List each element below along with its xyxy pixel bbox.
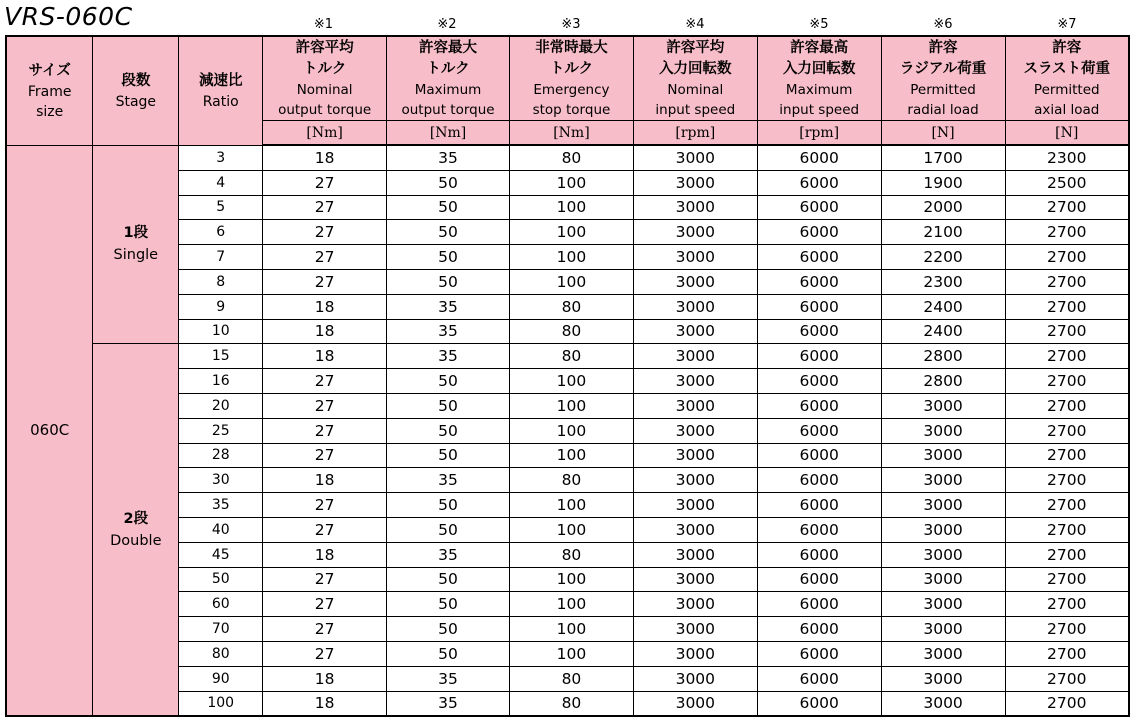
footnote-marker: ※4 bbox=[685, 17, 705, 32]
value-cell: 3000 bbox=[633, 493, 757, 518]
value-cell: 6000 bbox=[757, 691, 881, 716]
value-cell: 2300 bbox=[1005, 145, 1129, 170]
value-cell: 35 bbox=[387, 666, 510, 691]
value-cell: 3000 bbox=[633, 145, 757, 170]
value-cell: 2700 bbox=[1005, 493, 1129, 518]
column-header: 許容最大 トルク Maximum output torque bbox=[387, 36, 510, 121]
ratio-cell: 45 bbox=[179, 542, 263, 567]
value-cell: 35 bbox=[387, 542, 510, 567]
value-cell: 3000 bbox=[881, 592, 1005, 617]
value-cell: 80 bbox=[510, 319, 634, 344]
value-cell: 50 bbox=[387, 245, 510, 270]
value-cell: 27 bbox=[263, 393, 387, 418]
table-row bbox=[6, 344, 1129, 369]
value-cell: 18 bbox=[263, 319, 387, 344]
value-cell: 50 bbox=[387, 567, 510, 592]
value-cell: 2700 bbox=[1005, 592, 1129, 617]
value-cell: 3000 bbox=[633, 245, 757, 270]
value-cell: 50 bbox=[387, 443, 510, 468]
value-cell: 27 bbox=[263, 195, 387, 220]
value-cell: 3000 bbox=[881, 393, 1005, 418]
page-title: VRS-060C bbox=[4, 2, 133, 31]
ratio-cell: 80 bbox=[179, 641, 263, 666]
value-cell: 6000 bbox=[757, 592, 881, 617]
value-cell: 3000 bbox=[633, 195, 757, 220]
value-cell: 2800 bbox=[881, 369, 1005, 394]
table-row bbox=[6, 145, 1129, 170]
ratio-cell: 9 bbox=[179, 294, 263, 319]
value-cell: 27 bbox=[263, 245, 387, 270]
footnote-marker: ※6 bbox=[933, 17, 953, 32]
value-cell: 2700 bbox=[1005, 691, 1129, 716]
ratio-cell: 4 bbox=[179, 170, 263, 195]
value-cell: 6000 bbox=[757, 145, 881, 170]
value-cell: 35 bbox=[387, 319, 510, 344]
value-cell: 2700 bbox=[1005, 468, 1129, 493]
value-cell: 6000 bbox=[757, 641, 881, 666]
value-cell: 27 bbox=[263, 493, 387, 518]
value-cell: 100 bbox=[510, 195, 634, 220]
value-cell: 18 bbox=[263, 468, 387, 493]
value-cell: 18 bbox=[263, 294, 387, 319]
footnote-marker: ※3 bbox=[561, 17, 581, 32]
value-cell: 6000 bbox=[757, 319, 881, 344]
value-cell: 6000 bbox=[757, 344, 881, 369]
ratio-cell: 5 bbox=[179, 195, 263, 220]
value-cell: 50 bbox=[387, 393, 510, 418]
value-cell: 6000 bbox=[757, 294, 881, 319]
column-unit: [rpm] bbox=[633, 121, 757, 146]
value-cell: 27 bbox=[263, 269, 387, 294]
value-cell: 100 bbox=[510, 592, 634, 617]
column-unit: [rpm] bbox=[757, 121, 881, 146]
value-cell: 3000 bbox=[633, 319, 757, 344]
value-cell: 27 bbox=[263, 517, 387, 542]
value-cell: 2700 bbox=[1005, 617, 1129, 642]
value-cell: 50 bbox=[387, 592, 510, 617]
value-cell: 27 bbox=[263, 592, 387, 617]
value-cell: 2700 bbox=[1005, 245, 1129, 270]
spec-table bbox=[5, 35, 1130, 717]
value-cell: 3000 bbox=[633, 269, 757, 294]
value-cell: 27 bbox=[263, 443, 387, 468]
value-cell: 2700 bbox=[1005, 542, 1129, 567]
value-cell: 3000 bbox=[633, 468, 757, 493]
value-cell: 2700 bbox=[1005, 393, 1129, 418]
ratio-cell: 3 bbox=[179, 145, 263, 170]
value-cell: 3000 bbox=[881, 641, 1005, 666]
ratio-cell: 90 bbox=[179, 666, 263, 691]
value-cell: 6000 bbox=[757, 245, 881, 270]
value-cell: 27 bbox=[263, 369, 387, 394]
value-cell: 3000 bbox=[881, 443, 1005, 468]
ratio-cell: 20 bbox=[179, 393, 263, 418]
column-unit: [Nm] bbox=[263, 121, 387, 146]
value-cell: 27 bbox=[263, 170, 387, 195]
ratio-cell: 8 bbox=[179, 269, 263, 294]
value-cell: 2700 bbox=[1005, 344, 1129, 369]
value-cell: 2700 bbox=[1005, 294, 1129, 319]
ratio-cell: 50 bbox=[179, 567, 263, 592]
ratio-cell: 35 bbox=[179, 493, 263, 518]
value-cell: 3000 bbox=[633, 666, 757, 691]
value-cell: 3000 bbox=[881, 567, 1005, 592]
column-header: 非常時最大 トルク Emergency stop torque bbox=[510, 36, 634, 121]
value-cell: 27 bbox=[263, 220, 387, 245]
value-cell: 3000 bbox=[881, 493, 1005, 518]
value-cell: 3000 bbox=[881, 542, 1005, 567]
value-cell: 3000 bbox=[633, 517, 757, 542]
value-cell: 2000 bbox=[881, 195, 1005, 220]
value-cell: 27 bbox=[263, 641, 387, 666]
value-cell: 50 bbox=[387, 220, 510, 245]
value-cell: 100 bbox=[510, 493, 634, 518]
stage-cell: 2段 Double bbox=[93, 344, 179, 716]
value-cell: 27 bbox=[263, 617, 387, 642]
header-stage: 段数 Stage bbox=[93, 36, 179, 145]
value-cell: 35 bbox=[387, 468, 510, 493]
value-cell: 3000 bbox=[633, 220, 757, 245]
value-cell: 50 bbox=[387, 493, 510, 518]
footnote-marker: ※5 bbox=[809, 17, 829, 32]
value-cell: 50 bbox=[387, 195, 510, 220]
value-cell: 2700 bbox=[1005, 220, 1129, 245]
value-cell: 6000 bbox=[757, 170, 881, 195]
value-cell: 80 bbox=[510, 344, 634, 369]
footnote-marker: ※1 bbox=[313, 17, 334, 32]
value-cell: 3000 bbox=[881, 418, 1005, 443]
column-unit: [N] bbox=[881, 121, 1005, 146]
column-header: 許容 スラスト荷重 Permitted axial load bbox=[1005, 36, 1129, 121]
value-cell: 1700 bbox=[881, 145, 1005, 170]
footnote-marker: ※2 bbox=[437, 17, 457, 32]
value-cell: 1900 bbox=[881, 170, 1005, 195]
value-cell: 6000 bbox=[757, 542, 881, 567]
value-cell: 2500 bbox=[1005, 170, 1129, 195]
column-unit: [Nm] bbox=[510, 121, 634, 146]
value-cell: 18 bbox=[263, 145, 387, 170]
ratio-cell: 25 bbox=[179, 418, 263, 443]
value-cell: 3000 bbox=[633, 294, 757, 319]
value-cell: 100 bbox=[510, 567, 634, 592]
footnote-marker: ※7 bbox=[1057, 17, 1077, 32]
value-cell: 3000 bbox=[633, 170, 757, 195]
value-cell: 3000 bbox=[633, 567, 757, 592]
value-cell: 2700 bbox=[1005, 641, 1129, 666]
value-cell: 6000 bbox=[757, 393, 881, 418]
value-cell: 6000 bbox=[757, 220, 881, 245]
value-cell: 50 bbox=[387, 617, 510, 642]
value-cell: 100 bbox=[510, 617, 634, 642]
value-cell: 80 bbox=[510, 542, 634, 567]
ratio-cell: 28 bbox=[179, 443, 263, 468]
frame-size-cell: 060C bbox=[6, 145, 93, 716]
column-unit: [N] bbox=[1005, 121, 1129, 146]
value-cell: 6000 bbox=[757, 666, 881, 691]
value-cell: 6000 bbox=[757, 517, 881, 542]
value-cell: 50 bbox=[387, 269, 510, 294]
value-cell: 6000 bbox=[757, 369, 881, 394]
value-cell: 3000 bbox=[633, 443, 757, 468]
value-cell: 6000 bbox=[757, 567, 881, 592]
value-cell: 50 bbox=[387, 369, 510, 394]
column-header: 許容平均 トルク Nominal output torque bbox=[263, 36, 387, 121]
footnote-markers bbox=[262, 16, 1129, 34]
value-cell: 18 bbox=[263, 666, 387, 691]
value-cell: 18 bbox=[263, 691, 387, 716]
value-cell: 3000 bbox=[881, 666, 1005, 691]
value-cell: 35 bbox=[387, 691, 510, 716]
value-cell: 2100 bbox=[881, 220, 1005, 245]
ratio-cell: 70 bbox=[179, 617, 263, 642]
value-cell: 50 bbox=[387, 641, 510, 666]
value-cell: 100 bbox=[510, 220, 634, 245]
value-cell: 50 bbox=[387, 170, 510, 195]
value-cell: 3000 bbox=[881, 617, 1005, 642]
value-cell: 3000 bbox=[881, 691, 1005, 716]
ratio-cell: 15 bbox=[179, 344, 263, 369]
value-cell: 2700 bbox=[1005, 319, 1129, 344]
value-cell: 80 bbox=[510, 691, 634, 716]
ratio-cell: 7 bbox=[179, 245, 263, 270]
value-cell: 2800 bbox=[881, 344, 1005, 369]
value-cell: 6000 bbox=[757, 195, 881, 220]
value-cell: 80 bbox=[510, 468, 634, 493]
value-cell: 100 bbox=[510, 517, 634, 542]
column-header: 許容最高 入力回転数 Maximum input speed bbox=[757, 36, 881, 121]
value-cell: 2200 bbox=[881, 245, 1005, 270]
ratio-cell: 10 bbox=[179, 319, 263, 344]
value-cell: 18 bbox=[263, 344, 387, 369]
value-cell: 6000 bbox=[757, 418, 881, 443]
value-cell: 80 bbox=[510, 666, 634, 691]
ratio-cell: 60 bbox=[179, 592, 263, 617]
ratio-cell: 40 bbox=[179, 517, 263, 542]
value-cell: 27 bbox=[263, 418, 387, 443]
value-cell: 3000 bbox=[881, 468, 1005, 493]
value-cell: 100 bbox=[510, 245, 634, 270]
value-cell: 2700 bbox=[1005, 269, 1129, 294]
value-cell: 100 bbox=[510, 443, 634, 468]
column-unit: [Nm] bbox=[387, 121, 510, 146]
value-cell: 2700 bbox=[1005, 195, 1129, 220]
value-cell: 3000 bbox=[633, 592, 757, 617]
value-cell: 50 bbox=[387, 517, 510, 542]
value-cell: 80 bbox=[510, 145, 634, 170]
value-cell: 18 bbox=[263, 542, 387, 567]
value-cell: 2700 bbox=[1005, 567, 1129, 592]
value-cell: 6000 bbox=[757, 269, 881, 294]
value-cell: 3000 bbox=[633, 393, 757, 418]
value-cell: 27 bbox=[263, 567, 387, 592]
value-cell: 3000 bbox=[633, 344, 757, 369]
value-cell: 3000 bbox=[633, 369, 757, 394]
stage-cell: 1段 Single bbox=[93, 145, 179, 344]
value-cell: 3000 bbox=[633, 691, 757, 716]
value-cell: 100 bbox=[510, 369, 634, 394]
ratio-cell: 16 bbox=[179, 369, 263, 394]
value-cell: 2700 bbox=[1005, 666, 1129, 691]
value-cell: 2700 bbox=[1005, 369, 1129, 394]
header-ratio: 減速比 Ratio bbox=[179, 36, 263, 145]
value-cell: 80 bbox=[510, 294, 634, 319]
value-cell: 2300 bbox=[881, 269, 1005, 294]
value-cell: 2400 bbox=[881, 319, 1005, 344]
value-cell: 100 bbox=[510, 418, 634, 443]
value-cell: 35 bbox=[387, 145, 510, 170]
value-cell: 3000 bbox=[633, 617, 757, 642]
value-cell: 2400 bbox=[881, 294, 1005, 319]
value-cell: 3000 bbox=[633, 641, 757, 666]
ratio-cell: 100 bbox=[179, 691, 263, 716]
value-cell: 6000 bbox=[757, 493, 881, 518]
value-cell: 6000 bbox=[757, 443, 881, 468]
ratio-cell: 30 bbox=[179, 468, 263, 493]
value-cell: 6000 bbox=[757, 617, 881, 642]
value-cell: 100 bbox=[510, 269, 634, 294]
value-cell: 35 bbox=[387, 294, 510, 319]
value-cell: 100 bbox=[510, 170, 634, 195]
value-cell: 3000 bbox=[633, 542, 757, 567]
value-cell: 3000 bbox=[633, 418, 757, 443]
column-header: 許容平均 入力回転数 Nominal input speed bbox=[633, 36, 757, 121]
value-cell: 2700 bbox=[1005, 517, 1129, 542]
header-frame-size: サイズ Frame size bbox=[6, 36, 93, 145]
value-cell: 2700 bbox=[1005, 418, 1129, 443]
value-cell: 50 bbox=[387, 418, 510, 443]
value-cell: 35 bbox=[387, 344, 510, 369]
value-cell: 100 bbox=[510, 641, 634, 666]
column-header: 許容 ラジアル荷重 Permitted radial load bbox=[881, 36, 1005, 121]
value-cell: 100 bbox=[510, 393, 634, 418]
value-cell: 2700 bbox=[1005, 443, 1129, 468]
ratio-cell: 6 bbox=[179, 220, 263, 245]
value-cell: 3000 bbox=[881, 517, 1005, 542]
value-cell: 6000 bbox=[757, 468, 881, 493]
